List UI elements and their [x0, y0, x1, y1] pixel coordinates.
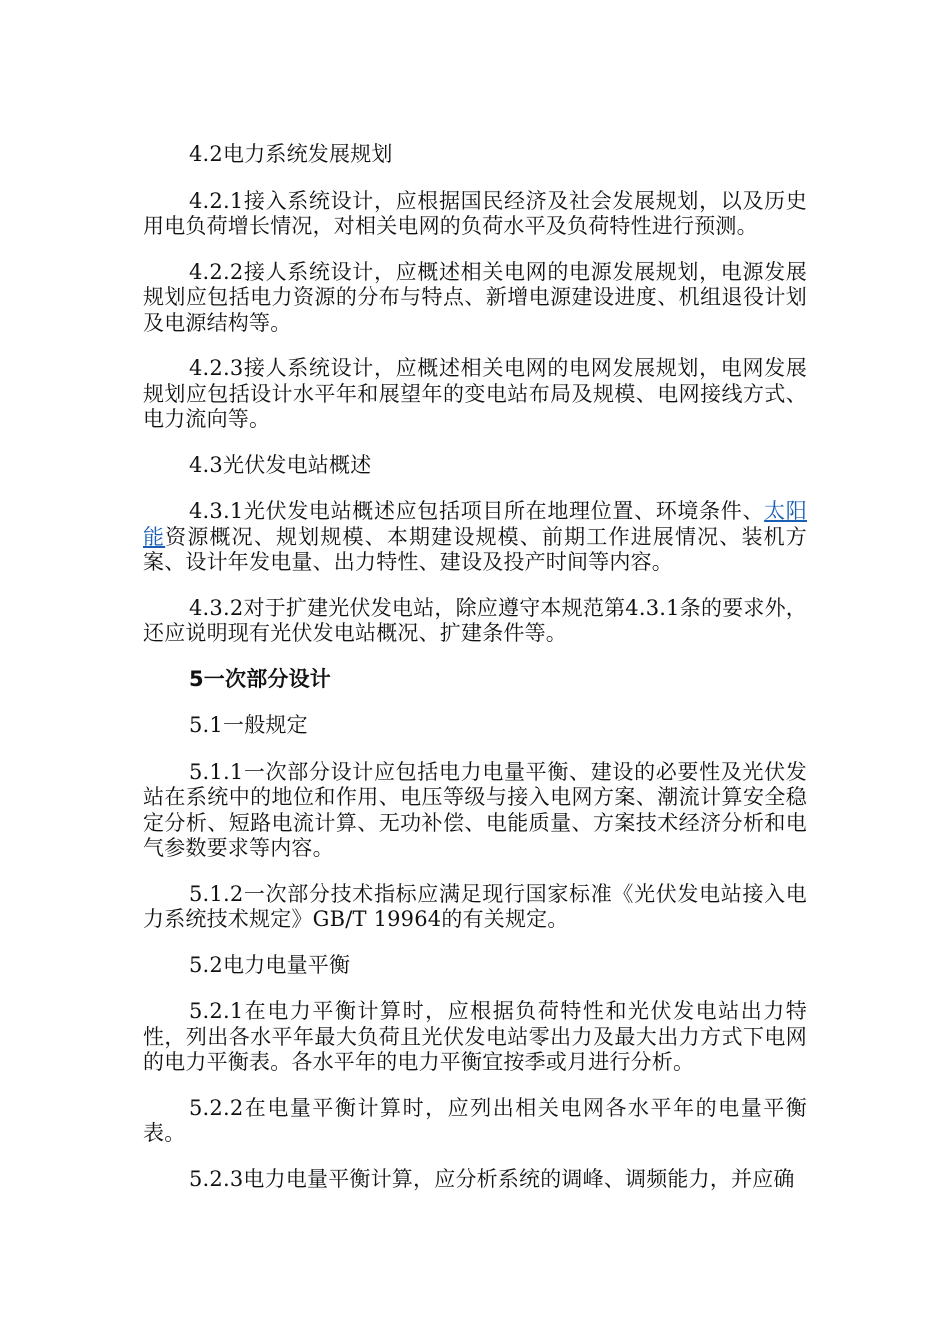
clause-5-2-1: 5.2.1在电力平衡计算时，应根据负荷特性和光伏发电站出力特性，列出各水平年最大负荷且光伏发电站零出力及最大出力方式下电网的电力平衡表。各水平年的电力平衡宜按季或月进行分析。	[143, 999, 807, 1074]
section-heading-5-1: 5.1一般规定	[189, 713, 308, 737]
clause-5-2-2: 5.2.2在电量平衡计算时，应列出相关电网各水平年的电量平衡表。	[143, 1095, 807, 1145]
section-heading-4-2: 4.2电力系统发展规划	[189, 142, 393, 166]
section-heading-4-3: 4.3光伏发电站概述	[189, 452, 372, 477]
clause-5-1-1: 5.1.1一次部分设计应包括电力电量平衡、建设的必要性及光伏发站在系统中的地位和作用、电压等级与接入电网方案、潮流计算安全稳定分析、短路电流计算、无功补偿、电能质量、方案技术经济分析和电气参数要求等内容。	[143, 759, 807, 860]
clause-4-3-2: 4.3.2对于扩建光伏发电站，除应遵守本规范第4.3.1条的要求外，还应说明现有光伏发电站概况、扩建条件等。	[143, 595, 807, 645]
document-body	[143, 142, 807, 1212]
clause-4-3-1-text-a: 4.3.1光伏发电站概述应包括项目所在地理位置、环境条件、	[189, 499, 765, 523]
clause-4-3-1	[143, 499, 807, 576]
clause-5-2-3: 5.2.3电力电量平衡计算，应分析系统的调峰、调频能力，并应确	[189, 1166, 795, 1191]
chapter-heading-5: 5一次部分设计	[189, 666, 332, 691]
solar-energy-link[interactable]: 太阳能	[143, 499, 808, 549]
section-heading-5-2: 5.2电力电量平衡	[189, 952, 351, 977]
clause-5-1-2: 5.1.2一次部分技术指标应满足现行国家标准《光伏发电站接入电力系统技术规定》GB/T 19964的有关规定。	[143, 881, 807, 931]
clause-4-2-3: 4.2.3接人系统设计，应概述相关电网的电网发展规划，电网发展规划应包括设计水平年和展望年的变电站布局及规模、电网接线方式、电力流向等。	[143, 356, 807, 431]
clause-4-2-2: 4.2.2接人系统设计，应概述相关电网的电源发展规划，电源发展规划应包括电力资源的分布与特点、新增电源建设进度、机组退役计划及电源结构等。	[143, 259, 807, 335]
clause-4-2-1: 4.2.1接入系统设计，应根据国民经济及社会发展规划，以及历史用电负荷增长情况，对相关电网的负荷水平及负荷特性进行预测。	[143, 188, 807, 238]
clause-4-3-1-text-b: 资源概况、规划规模、本期建设规模、前期工作进展情况、装机方案、设计年发电量、出力特性、建设及投产时间等内容。	[143, 524, 807, 574]
